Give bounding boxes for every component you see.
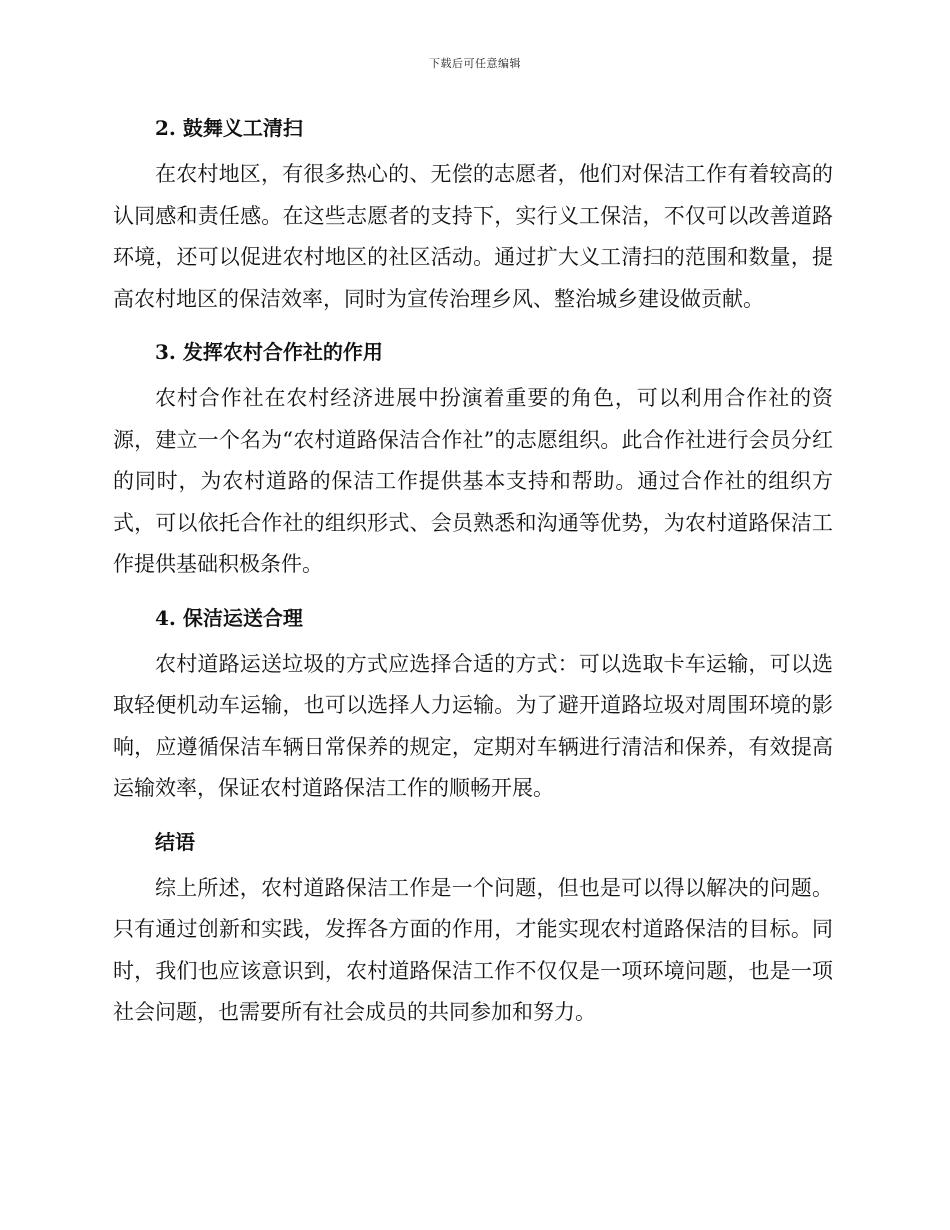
section-cooperative-role — [113, 332, 833, 586]
section-heading: 4. 保洁运送合理 — [155, 605, 303, 630]
section-volunteer-cleaning — [113, 108, 833, 320]
section-heading: 2. 鼓舞义工清扫 — [155, 116, 303, 140]
section-transport — [113, 598, 833, 810]
section-heading: 3. 发挥农村合作社的作用 — [155, 340, 383, 364]
section-conclusion — [113, 822, 833, 1034]
section-paragraph: 在农村地区，有很多热心的、无偿的志愿者，他们对保洁工作有着较高的认同感和责任感。在这些志愿者的支持下，实行义工保洁，不仅可以改善道路环境，还可以促进农村地区的社区活动。通过扩大义工清扫的范围和数量，提高农村地区的保洁效率，同时为宣传治理乡风、整治城乡建设做贡献。 — [113, 162, 833, 311]
section-paragraph: 综上所述，农村道路保洁工作是一个问题，但也是可以得以解决的问题。只有通过创新和实践，发挥各方面的作用，才能实现农村道路保洁的目标。同时，我们也应该意识到，农村道路保洁工作不仅仅是一项环境问题，也是一项社会问题，也需要所有社会成员的共同参加和努力。 — [113, 875, 833, 1024]
section-paragraph: 农村合作社在农村经济进展中扮演着重要的角色，可以利用合作社的资源，建立一个名为“农村道路保洁合作社”的志愿组织。此合作社进行会员分红的同时，为农村道路的保洁工作提供基本支持和帮助。通过合作社的组织方式，可以依托合作社的组织形式、会员熟悉和沟通等优势，为农村道路保洁工作提供基础积极条件。 — [113, 386, 833, 576]
header-note: 下载后可任意编辑 — [429, 57, 521, 70]
section-heading: 结语 — [155, 829, 195, 854]
document-body — [113, 108, 833, 1046]
section-paragraph: 农村道路运送垃圾的方式应选择合适的方式：可以选取卡车运输，可以选取轻便机动车运输，也可以选择人力运输。为了避开道路垃圾对周围环境的影响，应遵循保洁车辆日常保养的规定，定期对车辆进行清洁和保养，有效提高运输效率，保证农村道路保洁工作的顺畅开展。 — [113, 651, 833, 800]
